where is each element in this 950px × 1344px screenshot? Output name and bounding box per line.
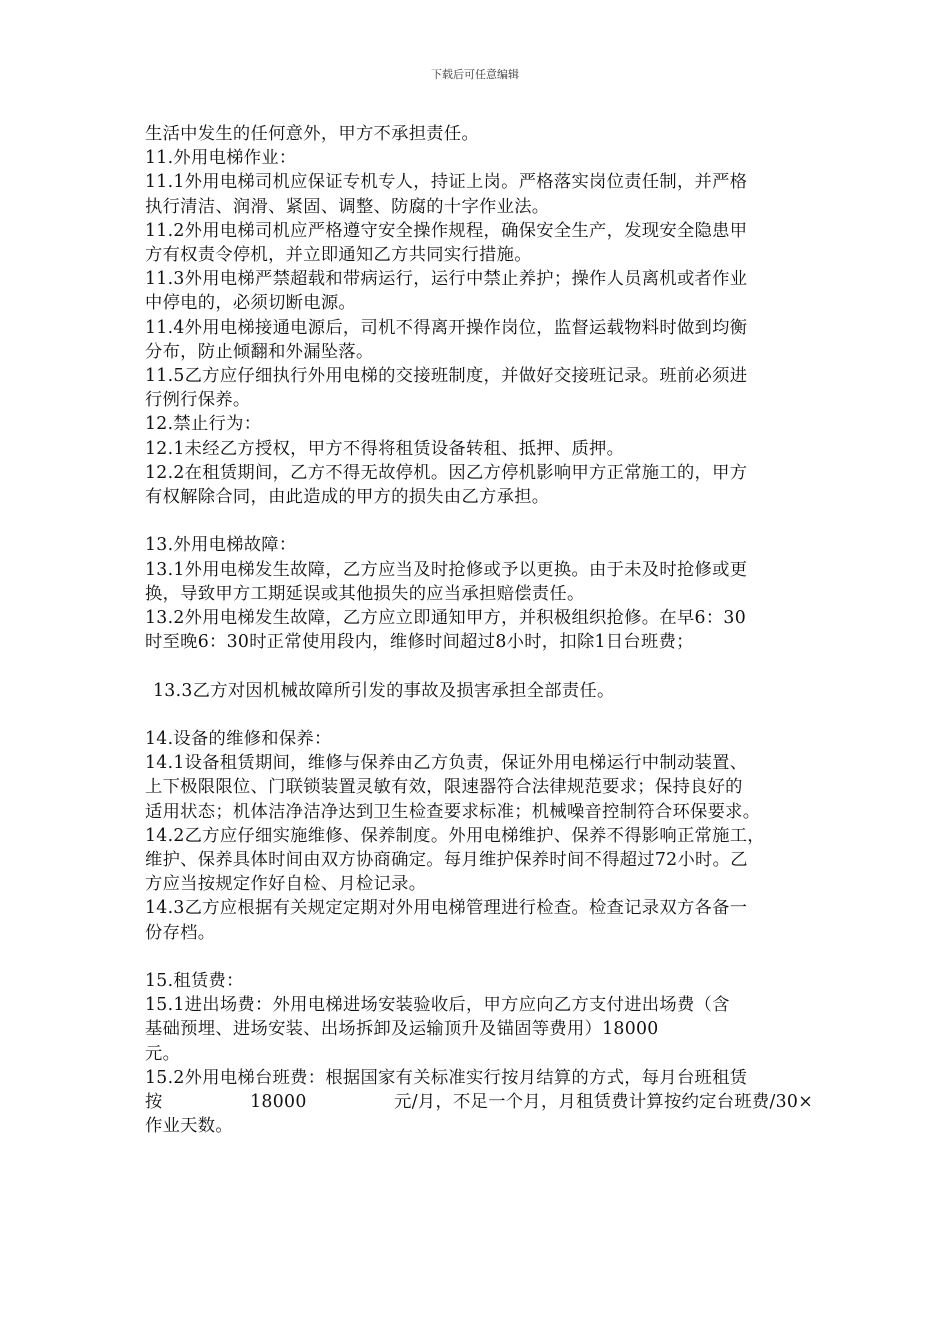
text-line: 12.2在租赁期间，乙方不得无故停机。因乙方停机影响甲方正常施工的，甲方 bbox=[145, 462, 748, 483]
text-line: 换，导致甲方工期延误或其他损失的应当承担赔偿责任。 bbox=[145, 583, 585, 604]
text-line: 11.2外用电梯司机应严格遵守安全操作规程，确保安全生产，发现安全隐患甲 bbox=[145, 220, 748, 241]
text-line: 11.1外用电梯司机应保证专机专人，持证上岗。严格落实岗位责任制，并严格 bbox=[145, 172, 748, 193]
text-line: 14.1设备租赁期间，维修与保养由乙方负责，保证外用电梯运行中制动装置、 bbox=[145, 753, 748, 774]
text-line: 时至晚6：30时正常使用段内，维修时间超过8小时，扣除1日台班费； bbox=[145, 632, 694, 653]
text-line: 12.1未经乙方授权，甲方不得将租赁设备转租、抵押、质押。 bbox=[145, 438, 625, 459]
document-body bbox=[145, 122, 815, 1138]
text-line: 生活中发生的任何意外，甲方不承担责任。 bbox=[145, 124, 480, 144]
text-line: 13.3乙方对因机械故障所引发的事故及损害承担全部责任。 bbox=[153, 680, 615, 701]
text-line: 方有权责令停机，并立即通知乙方共同实行措施。 bbox=[145, 245, 532, 266]
text-line: 上下极限限位、门联锁装置灵敏有效，限速器符合法律规范要求；保持良好的 bbox=[145, 777, 743, 798]
section-heading-15: 15.租赁费： bbox=[145, 971, 244, 992]
text-line: 有权解除合同，由此造成的甲方的损失由乙方承担。 bbox=[145, 487, 550, 508]
text-fragment: 按 bbox=[145, 1092, 163, 1113]
text-line: 14.2乙方应仔细实施维修、保养制度。外用电梯维护、保养不得影响正常施工， bbox=[145, 825, 765, 846]
section-heading-14: 14.设备的维修和保养： bbox=[145, 729, 332, 750]
blank-line bbox=[145, 703, 815, 727]
blank-line bbox=[145, 509, 815, 533]
text-line: 执行清洁、润滑、紧固、调整、防腐的十字作业法。 bbox=[145, 196, 550, 217]
text-line: 15.1进出场费：外用电梯进场安装验收后，甲方应向乙方支付进出场费（含 bbox=[145, 995, 730, 1016]
text-line: 份存档。 bbox=[145, 922, 216, 943]
text-line: 11.5乙方应仔细执行外用电梯的交接班制度，并做好交接班记录。班前必须进 bbox=[145, 366, 748, 387]
text-line: 分布，防止倾翻和外漏坠落。 bbox=[145, 341, 374, 362]
text-line: 作业天数。 bbox=[145, 1116, 233, 1137]
text-line: 11.3外用电梯严禁超载和带病运行，运行中禁止养护；操作人员离机或者作业 bbox=[145, 269, 748, 290]
text-line: 基础预埋、进场安装、出场拆卸及运输顶升及锚固等费用）18000 bbox=[145, 1019, 659, 1040]
section-heading-12: 12.禁止行为： bbox=[145, 414, 262, 435]
text-line: 11.4外用电梯接通电源后，司机不得离开操作岗位，监督运载物料时做到均衡 bbox=[145, 317, 748, 338]
text-fragment: 元/月，不足一个月，月租赁费计算按约定台班费/30× bbox=[394, 1092, 813, 1113]
blank-line bbox=[145, 654, 815, 678]
text-line: 13.1外用电梯发生故障，乙方应当及时抢修或予以更换。由于未及时抢修或更 bbox=[145, 559, 748, 580]
text-line: 14.3乙方应根据有关规定定期对外用电梯管理进行检查。检查记录双方各备一 bbox=[145, 898, 748, 919]
page-header: 下载后可任意编辑 bbox=[431, 68, 519, 81]
blank-line bbox=[145, 945, 815, 969]
section-heading-13: 13.外用电梯故障： bbox=[145, 535, 297, 556]
text-line: 适用状态；机体洁净洁净达到卫生检查要求标准；机械噪音控制符合环保要求。 bbox=[145, 801, 761, 822]
text-line: 中停电的，必须切断电源。 bbox=[145, 293, 356, 314]
text-line: 行例行保养。 bbox=[145, 390, 251, 411]
amount-value: 18000 bbox=[250, 1092, 307, 1113]
text-line: 15.2外用电梯台班费：根据国家有关标准实行按月结算的方式，每月台班租赁 bbox=[145, 1067, 748, 1088]
text-line: 13.2外用电梯发生故障，乙方应立即通知甲方，并积极组织抢修。在早6：30 bbox=[145, 608, 747, 629]
section-heading-11: 11.外用电梯作业： bbox=[145, 148, 297, 169]
text-line: 维护、保养具体时间由双方协商确定。每月维护保养时间不得超过72小时。乙 bbox=[145, 850, 748, 871]
text-line: 元。 bbox=[145, 1043, 181, 1064]
text-line: 方应当按规定作好自检、月检记录。 bbox=[145, 874, 427, 895]
justified-line bbox=[145, 1090, 813, 1114]
